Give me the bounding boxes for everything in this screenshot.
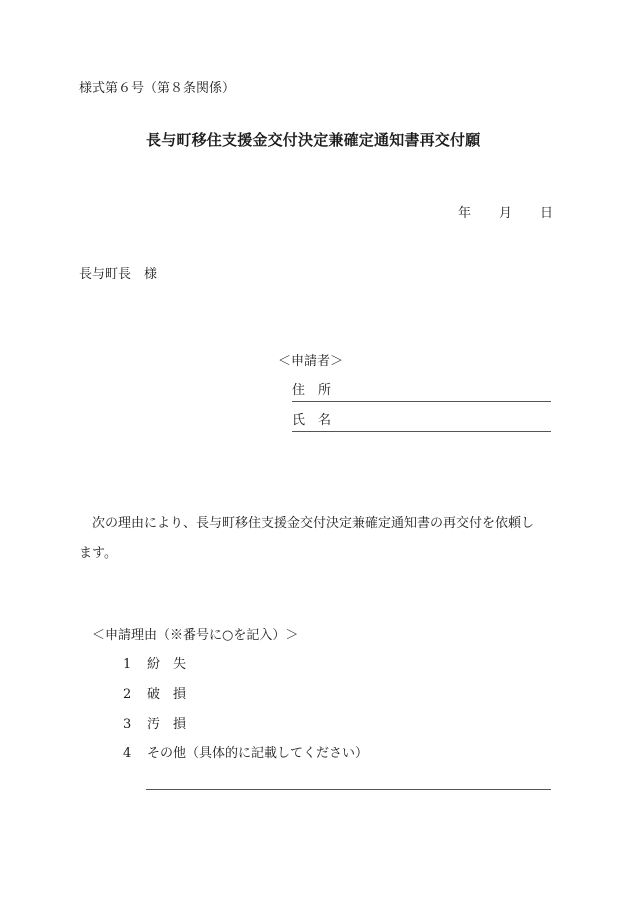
reason-item-damaged[interactable]: [123, 687, 186, 703]
reason-number: 1: [123, 657, 132, 672]
other-reason-detail-field[interactable]: [146, 789, 551, 790]
reason-label: 汚 損: [147, 717, 187, 732]
reason-number: 2: [123, 687, 132, 702]
address-field[interactable]: [292, 383, 551, 402]
reason-number: 3: [123, 717, 132, 732]
reason-item-soiled[interactable]: [123, 717, 186, 733]
date-year-label: 年: [458, 206, 472, 221]
name-field[interactable]: [292, 413, 551, 432]
reason-item-lost[interactable]: [123, 657, 186, 673]
reasons-header: ＜申請理由（※番号に○を記入）＞: [92, 628, 299, 643]
name-label: 氏 名: [292, 413, 332, 428]
request-statement: [79, 509, 559, 569]
reason-number: 4: [123, 746, 132, 761]
addressee: 長与町長 様: [79, 267, 158, 282]
document-title: 長与町移住支援金交付決定兼確定通知書再交付願: [146, 131, 481, 149]
reason-label: 紛 失: [147, 657, 187, 672]
date-day-label: 日: [540, 206, 554, 221]
date-month-label: 月: [499, 206, 513, 221]
form-number: 様式第６号（第８条関係）: [79, 81, 236, 96]
request-statement-line-1: 次の理由により、長与町移住支援金交付決定兼確定通知書の再交付を依頼し: [79, 516, 535, 531]
reason-label: 破 損: [147, 687, 187, 702]
applicant-header: ＜申請者＞: [278, 354, 344, 369]
reason-item-other[interactable]: [123, 746, 368, 762]
request-statement-line-2: ます。: [79, 546, 117, 561]
reason-label: その他（具体的に記載してください）: [147, 746, 369, 761]
address-label: 住 所: [292, 383, 332, 398]
